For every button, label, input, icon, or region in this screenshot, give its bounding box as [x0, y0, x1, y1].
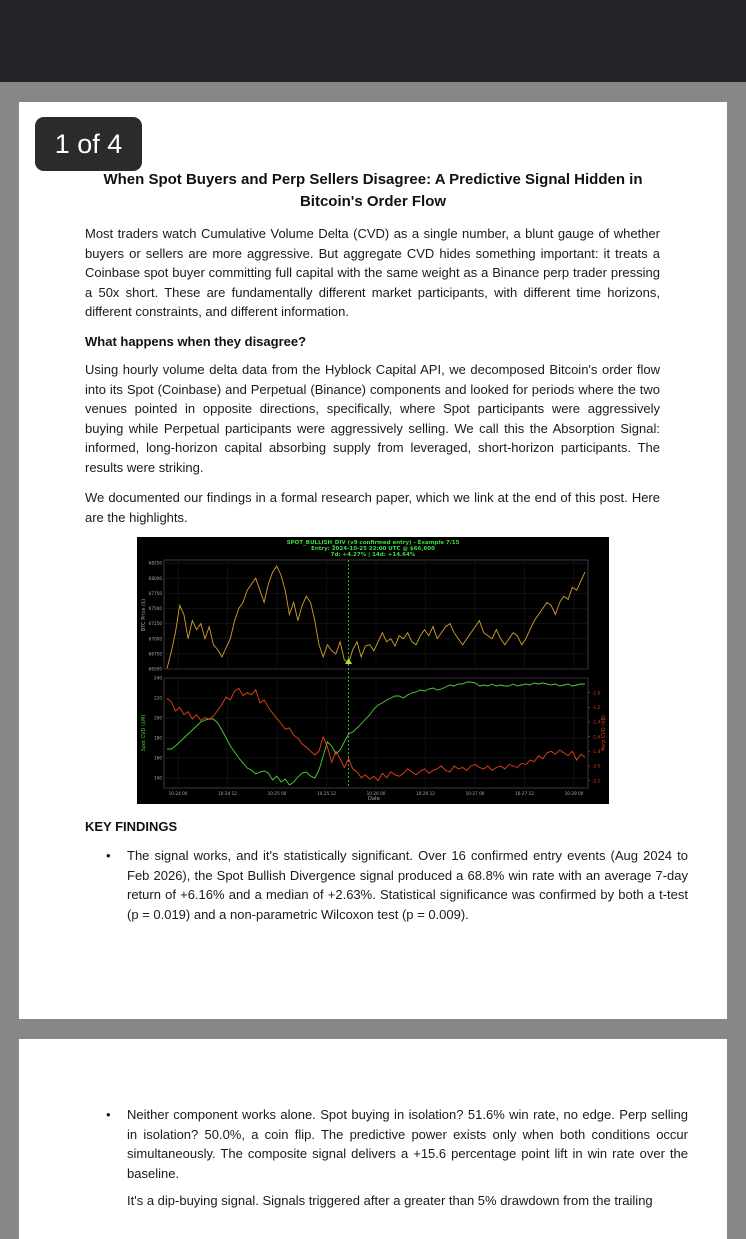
y-tick-label: 180: [154, 735, 162, 741]
x-tick-label: 10-27 12: [515, 791, 534, 796]
x-tick-label: 10-26 00: [366, 791, 386, 796]
bullet-item-1: The signal works, and it's statistically significant. Over 16 confirmed entry events (Aug 2024 to Feb 2026), the Spot Bullish Divergence signal produced a 68.8% win rate with an average 7-day return of +6.16% and a median of +2.63%. Statistical significance was confirmed by both a t-test (p = 0.019) and a non-parametric Wilcoxon test (p = 0.009).: [127, 848, 688, 922]
y-tick-label: 68250: [148, 560, 162, 566]
chart-subtitle-returns: 7d: +4.27% | 14d: +14.64%: [330, 552, 416, 558]
bullet-marker: •: [106, 848, 111, 863]
chart-subtitle-entry: Entry: 2024-10-25 22:00 UTC @ $66,600: [311, 546, 435, 552]
document-title: When Spot Buyers and Perp Sellers Disagree: A Predictive Signal Hidden in Bitcoin's Order Flow: [103, 171, 643, 210]
right-tick-label: -1.0: [592, 690, 601, 696]
right-tick-label: -1.8: [592, 748, 601, 754]
x-tick-label: 10-24 12: [218, 791, 237, 796]
y-tick-label: 66750: [148, 651, 162, 657]
documented-paragraph: We documented our findings in a formal research paper, which we link at the end of this post. Here are the highlights.: [85, 490, 660, 525]
price-axis-label: BTC Price ($): [141, 598, 147, 632]
top-toolbar: [0, 0, 746, 82]
right-tick-label: -1.6: [592, 734, 601, 740]
x-tick-label: 10-28 00: [564, 791, 584, 796]
chart-title: SPOT_BULLISH_DIV (v9 confirmed entry) - Example 7/15: [286, 540, 460, 546]
y-tick-label: 160: [154, 755, 162, 761]
y-tick-label: 200: [154, 715, 162, 721]
y-tick-label: 67250: [148, 621, 162, 627]
y-tick-label: 68000: [148, 575, 162, 581]
x-tick-label: 10-25 12: [317, 791, 336, 796]
bullet-item-3: It's a dip-buying signal. Signals triggered after a greater than 5% drawdown from the trailing: [127, 1193, 653, 1208]
y-tick-label: 67500: [148, 606, 162, 612]
right-tick-label: -2.2: [592, 778, 601, 784]
chart-figure: [137, 537, 609, 804]
right-tick-label: -1.2: [592, 704, 601, 710]
perp-cvd-axis-label: Perp CVD ($B): [601, 715, 607, 751]
subheading: What happens when they disagree?: [85, 334, 307, 349]
x-tick-label: 10-24 00: [168, 791, 188, 796]
right-tick-label: -2.0: [592, 763, 601, 769]
y-tick-label: 66500: [148, 666, 162, 672]
bullet-item-2: Neither component works alone. Spot buying in isolation? 51.6% win rate, no edge. Perp selling in isolation? 50.0%, a coin flip. The predictive power exists only when both conditions occur simultaneously. The composite signal delivers a +15.6 percentage point lift in win rate over the baseline.: [127, 1107, 688, 1181]
y-tick-label: 67750: [148, 590, 162, 596]
intro-paragraph: Most traders watch Cumulative Volume Delta (CVD) as a single number, a blunt gauge of whether buyers or sellers are more aggressive. But aggregate CVD hides something important: it treats a Coinbase spot buyer committing full capital with the same weight as a Binance perp trader pressing a 50x short. These are fundamentally different market participants, with different time horizons, different constraints, and different information.: [85, 226, 660, 320]
x-tick-label: 10-26 12: [416, 791, 435, 796]
x-axis-label: Date: [368, 796, 380, 802]
method-paragraph: Using hourly volume delta data from the Hyblock Capital API, we decomposed Bitcoin's order flow into its Spot (Coinbase) and Perpetual (Binance) components and looked for periods where the two venues pointed in opposite directions, specifically, where Spot participants were aggressively buying while Perpetual participants were aggressively selling. We call this the Absorption Signal: informed, long-horizon capital absorbing supply from leveraged, short-horizon participants. The results were striking.: [85, 362, 660, 475]
x-tick-label: 10-27 00: [465, 791, 485, 796]
y-tick-label: 140: [154, 775, 162, 781]
key-findings-heading: KEY FINDINGS: [85, 819, 178, 834]
y-tick-label: 67000: [148, 636, 162, 642]
right-tick-label: -1.4: [592, 719, 601, 725]
y-tick-label: 240: [154, 675, 162, 681]
y-tick-label: 220: [154, 695, 162, 701]
page-counter-badge: 1 of 4: [35, 117, 142, 171]
bullet-marker: •: [106, 1107, 111, 1122]
chart-svg: [137, 537, 609, 804]
spot-cvd-axis-label: Spot CVD ($M): [141, 714, 147, 752]
x-tick-label: 10-25 00: [267, 791, 287, 796]
